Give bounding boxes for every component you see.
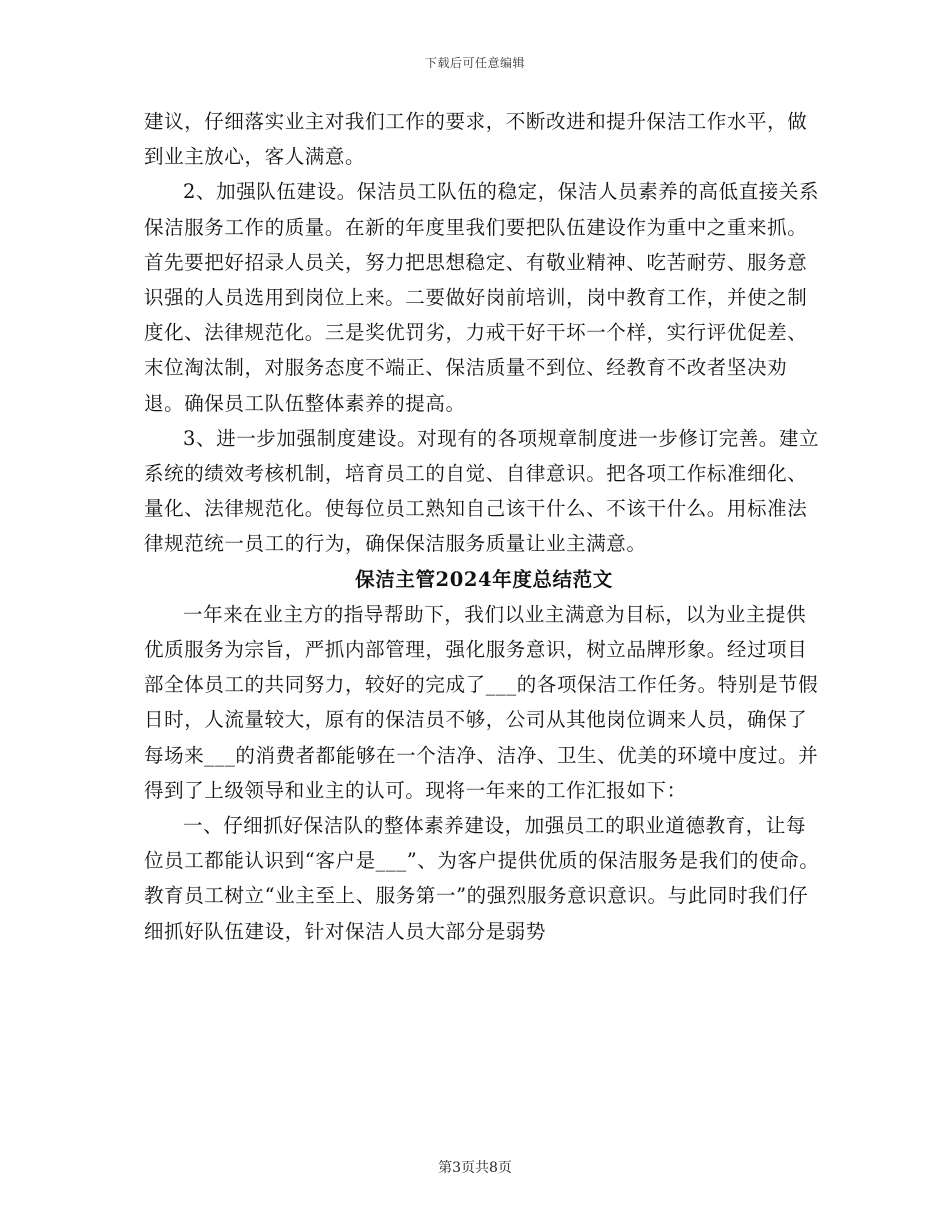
section-title: 保洁主管2024年度总结范文 [355,567,613,591]
page-header: 下载后可任意编辑 [424,56,525,70]
paragraph-team-building: 2、加强队伍建设。保洁员工队伍的稳定，保洁人员素养的高低直接关系保洁服务工作的质量。在新的年度里我们要把队伍建设作为重中之重来抓。首先要把好招录人员关，努力把思想稳定、有敬业精神、吃苦耐劳、服务意识强的人员选用到岗位上来。二要做好岗前培训，岗中教育工作，并使之制度化、法律规范化。三是奖优罚劣，力戒干好干坏一个样，实行评优促差、末位淘汰制，对服务态度不端正、保洁质量不到位、经教育不改者坚决劝退。确保员工队伍整体素养的提高。 [144,180,820,415]
paragraph-system-building: 3、进一步加强制度建设。对现有的各项规章制度进一步修订完善。建立系统的绩效考核机制，培育员工的自觉、自律意识。把各项工作标准细化、量化、法律规范化。使每位员工熟知自己该干什么、不该干什么。用标准法律规范统一员工的行为，确保保洁服务质量让业主满意。 [144,426,820,556]
paragraph-point-one: 一、仔细抓好保洁队的整体素养建设，加强员工的职业道德教育，让每位员工都能认识到“客户是___”、为客户提供优质的保洁服务是我们的使命。教育员工树立“业主至上、服务第一”的强烈服务意识意识。与此同时我们仔细抓好队伍建设，针对保洁人员大部分是弱势 [144,814,820,943]
page-footer: 第3页共8页 [438,1160,512,1176]
document-body [144,104,824,949]
paragraph-continuation: 建议，仔细落实业主对我们工作的要求，不断改进和提升保洁工作水平，做到业主放心，客人满意。 [144,110,808,169]
paragraph-intro: 一年来在业主方的指导帮助下，我们以业主满意为目标，以为业主提供优质服务为宗旨，严抓内部管理，强化服务意识，树立品牌形象。经过项目部全体员工的共同努力，较好的完成了___的各项保洁工作任务。特别是节假日时，人流量较大，原有的保洁员不够，公司从其他岗位调来人员，确保了每场来___的消费者都能够在一个洁净、洁净、卫生、优美的环境中度过。并得到了上级领导和业主的认可。现将一年来的工作汇报如下： [144,602,819,802]
